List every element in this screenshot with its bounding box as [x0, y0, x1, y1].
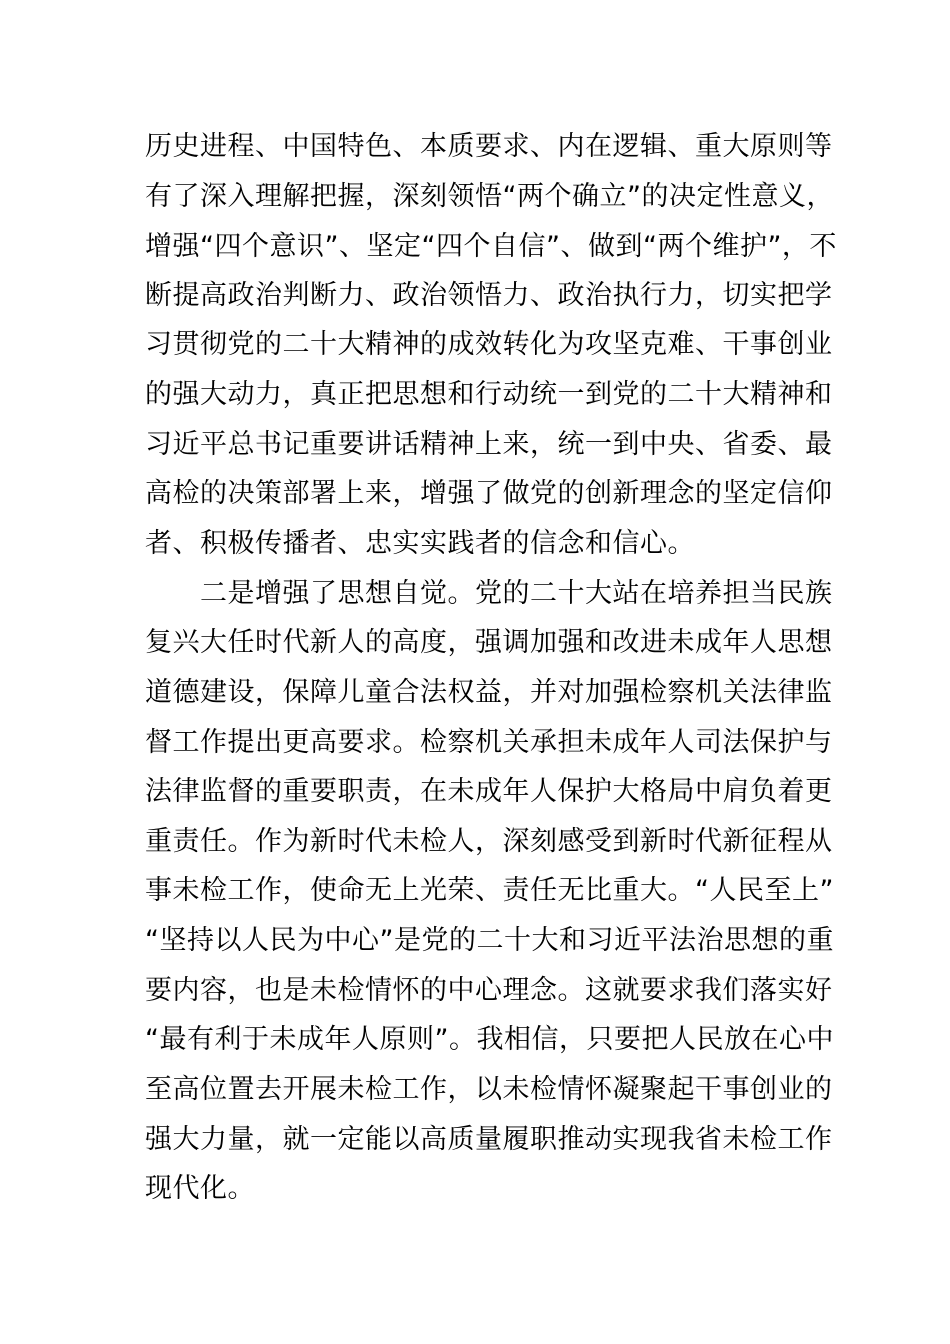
- text-line: “最有利于未成年人原则”。我相信，只要把人民放在心中: [145, 1024, 834, 1055]
- text-line: 习贯彻党的二十大精神的成效转化为攻坚克难、干事创业: [145, 329, 833, 360]
- text-line: 者、积极传播者、忠实实践者的信念和信心。: [145, 528, 695, 559]
- text-line: 道德建设，保障儿童合法权益，并对加强检察机关法律监: [145, 677, 833, 708]
- text-line: 事未检工作，使命无上光荣、责任无比重大。“人民至上”: [145, 875, 834, 906]
- text-line: 至高位置去开展未检工作，以未检情怀凝聚起干事创业的: [145, 1074, 833, 1105]
- text-line: 的强大动力，真正把思想和行动统一到党的二十大精神和: [145, 379, 833, 410]
- text-line: 增强“四个意识”、坚定“四个自信”、做到“两个维护”，不: [145, 231, 837, 262]
- text-line: 现代化。: [145, 1173, 255, 1204]
- text-line: 历史进程、中国特色、本质要求、内在逻辑、重大原则等: [145, 131, 833, 162]
- paragraph-first-line: 二是增强了思想自觉。党的二十大站在培养担当民族: [200, 578, 833, 609]
- text-line: 断提高政治判断力、政治领悟力、政治执行力，切实把学: [145, 280, 833, 311]
- text-line: 复兴大任时代新人的高度，强调加强和改进未成年人思想: [145, 627, 833, 658]
- text-line: 有了深入理解把握，深刻领悟“两个确立”的决定性意义，: [145, 181, 834, 212]
- text-line: 习近平总书记重要讲话精神上来，统一到中央、省委、最: [145, 429, 833, 460]
- text-line: 强大力量，就一定能以高质量履职推动实现我省未检工作: [145, 1124, 833, 1155]
- text-line: 要内容，也是未检情怀的中心理念。这就要求我们落实好: [145, 975, 833, 1006]
- text-line: 法律监督的重要职责，在未成年人保护大格局中肩负着更: [145, 776, 833, 807]
- text-line: 督工作提出更高要求。检察机关承担未成年人司法保护与: [145, 727, 833, 758]
- text-line: “坚持以人民为中心”是党的二十大和习近平法治思想的重: [145, 925, 834, 956]
- text-line: 重责任。作为新时代未检人，深刻感受到新时代新征程从: [145, 826, 833, 857]
- text-line: 高检的决策部署上来，增强了做党的创新理念的坚定信仰: [145, 478, 833, 509]
